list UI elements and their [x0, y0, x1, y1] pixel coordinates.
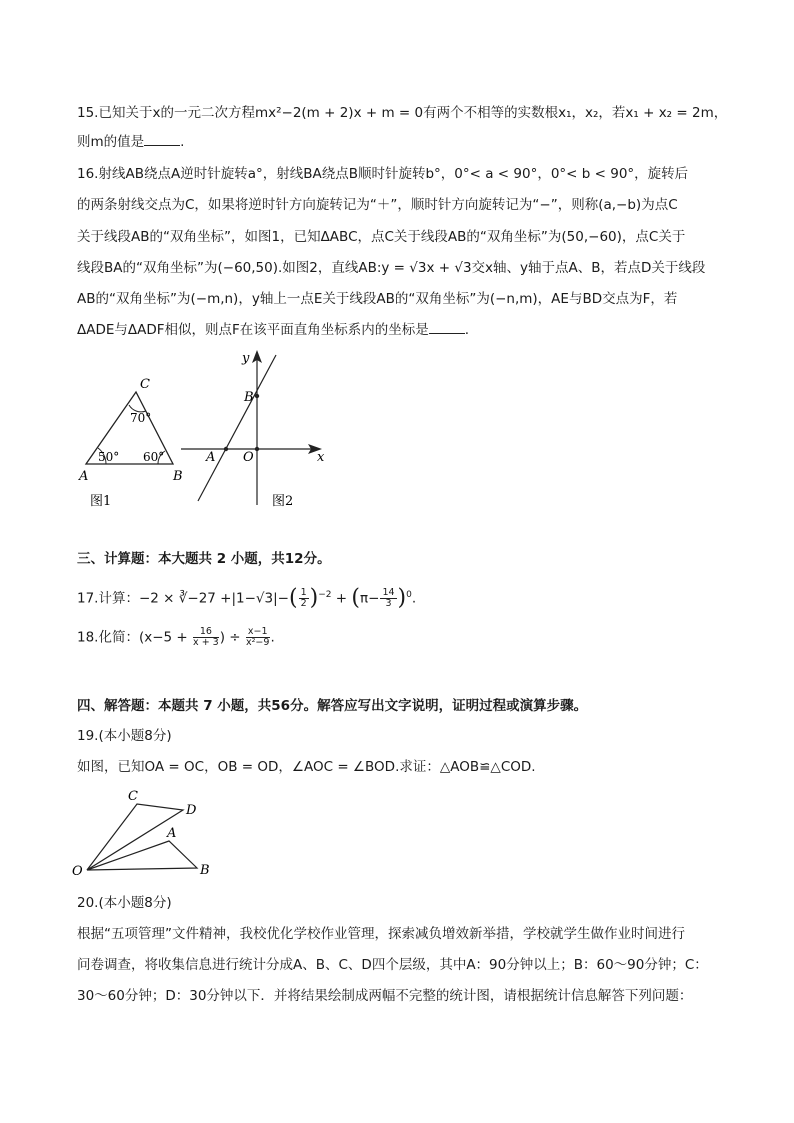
q17-expression [77, 585, 416, 609]
fraction-16-over-x-plus-3: $\frac{16}{x + 3}$ [193, 626, 219, 648]
q16-line6-suffix: . [464, 322, 470, 338]
angle-label-b: 60° [143, 450, 165, 464]
exponent-zero: 0 [406, 590, 412, 600]
point-label-b: B [200, 863, 210, 878]
q15-line2-prefix: 则m的值是 [77, 134, 145, 150]
point-label-d: D [186, 803, 197, 818]
vertex-label-b: B [173, 469, 183, 484]
point-b [255, 394, 259, 398]
q16-line6-prefix: ΔADE与ΔADF相似，则点F在该平面直角坐标系内的坐标是 [77, 322, 429, 338]
q15-line2-suffix: . [180, 134, 185, 150]
figure-3-triangles [70, 786, 220, 880]
triangle-aob [87, 841, 197, 870]
q15-line2 [77, 132, 184, 152]
q17-plus: + [331, 590, 352, 607]
q18-part1: (x−5 + [138, 629, 193, 646]
q19-title: 19.(本小题8分) [77, 728, 172, 744]
point-label-b: B [244, 390, 254, 405]
q16-line5: AB的“双角坐标”为(−m,n)，y轴上一点E关于线段AB的“双角坐标”为(−n,m)，AE与BD交点为F，若 [77, 291, 678, 307]
q18-part2: ) ÷ [219, 629, 245, 646]
left-paren: ( [351, 585, 360, 611]
point-label-a: A [206, 450, 216, 465]
vertex-label-c: C [140, 377, 150, 392]
point-label-o: O [72, 864, 83, 879]
figure-1-caption: 图1 [90, 494, 112, 509]
vertex-label-a: A [79, 469, 89, 484]
q19-text: 如图，已知OA = OC，OB = OD，∠AOC = ∠BOD.求证：△AOB≌△COD. [77, 759, 536, 775]
left-paren: ( [288, 585, 298, 611]
figure-2-caption: 图2 [272, 494, 294, 509]
point-label-c: C [128, 789, 138, 804]
q16-line4: 线段BA的“双角坐标”为(−60,50).如图2，直线AB:y = √3x + √3交x轴、y轴于点A、B，若点D关于线段 [77, 260, 706, 276]
right-paren: ) [309, 585, 319, 611]
axis-label-y: y [242, 351, 250, 366]
q20-line3: 30～60分钟；D：30分钟以下．并将结果绘制成两幅不完整的统计图，请根据统计信息解答下列问题： [77, 988, 693, 1004]
q18-prefix: 18.化简： [77, 629, 139, 646]
q18-expression [77, 627, 275, 648]
q16-line1: 16.射线AB绕点A逆时针旋转a°，射线BA绕点B顺时针旋转b°，0°< a < 90°，0°< b < 90°，旋转后 [77, 166, 689, 182]
q17-part1: −2 × ∛−27 +|1−√3|− [138, 590, 289, 607]
point-o [255, 447, 259, 451]
answer-blank [429, 320, 465, 334]
fraction-one-half: $\frac{1}{2}$ [300, 587, 307, 609]
q17-pi: π− [360, 590, 380, 607]
q20-line2: 问卷调查，将收集信息进行统计分成A、B、C、D四个层级，其中A：90分钟以上；B：60～90分钟；C： [77, 957, 708, 973]
axis-label-x: x [317, 450, 325, 465]
q16-line6 [77, 320, 469, 340]
exponent-neg-two: −2 [318, 590, 332, 600]
point-a [224, 447, 228, 451]
angle-label-a: 50° [98, 450, 120, 464]
q20-title: 20.(本小题8分) [77, 895, 172, 911]
q18-end: . [270, 629, 275, 646]
fraction-fourteen-thirds: $\frac{14}{3}$ [382, 587, 395, 609]
q16-line2: 的两条射线交点为C，如果将逆时针方向旋转记为“＋”，顺时针方向旋转记为“−”，则称(a,−b)为点C [77, 197, 678, 213]
q17-prefix: 17.计算： [77, 590, 139, 607]
q17-end: . [411, 590, 417, 607]
line-ab [198, 355, 276, 501]
point-label-a: A [167, 826, 177, 841]
point-label-o: O [243, 450, 254, 465]
right-paren: ) [397, 585, 407, 611]
section-3-heading: 三、计算题：本大题共 2 小题，共12分。 [77, 551, 331, 567]
fraction-x-minus-1-over-x2-minus-9: $\frac{x-1}{\text{x²−9}}$ [245, 626, 270, 648]
angle-label-c: 70° [130, 411, 152, 425]
answer-blank [144, 132, 180, 146]
q20-line1: 根据“五项管理”文件精神，我校优化学校作业管理，探索减负增效新举措，学校就学生做作业时间进行 [77, 926, 685, 942]
q15-line1: 15.已知关于x的一元二次方程mx²−2(m + 2)x + m = 0有两个不相等的实数根x₁，x₂，若x₁ + x₂ = 2m， [77, 105, 728, 121]
figure-2-coordinate-plane [176, 345, 346, 515]
q16-line3: 关于线段AB的“双角坐标”，如图1，已知ΔABC，点C关于线段AB的“双角坐标”为(50,−60)，点C关于 [77, 229, 686, 245]
section-4-heading: 四、解答题：本题共 7 小题，共56分。解答应写出文字说明，证明过程或演算步骤。 [77, 698, 588, 714]
